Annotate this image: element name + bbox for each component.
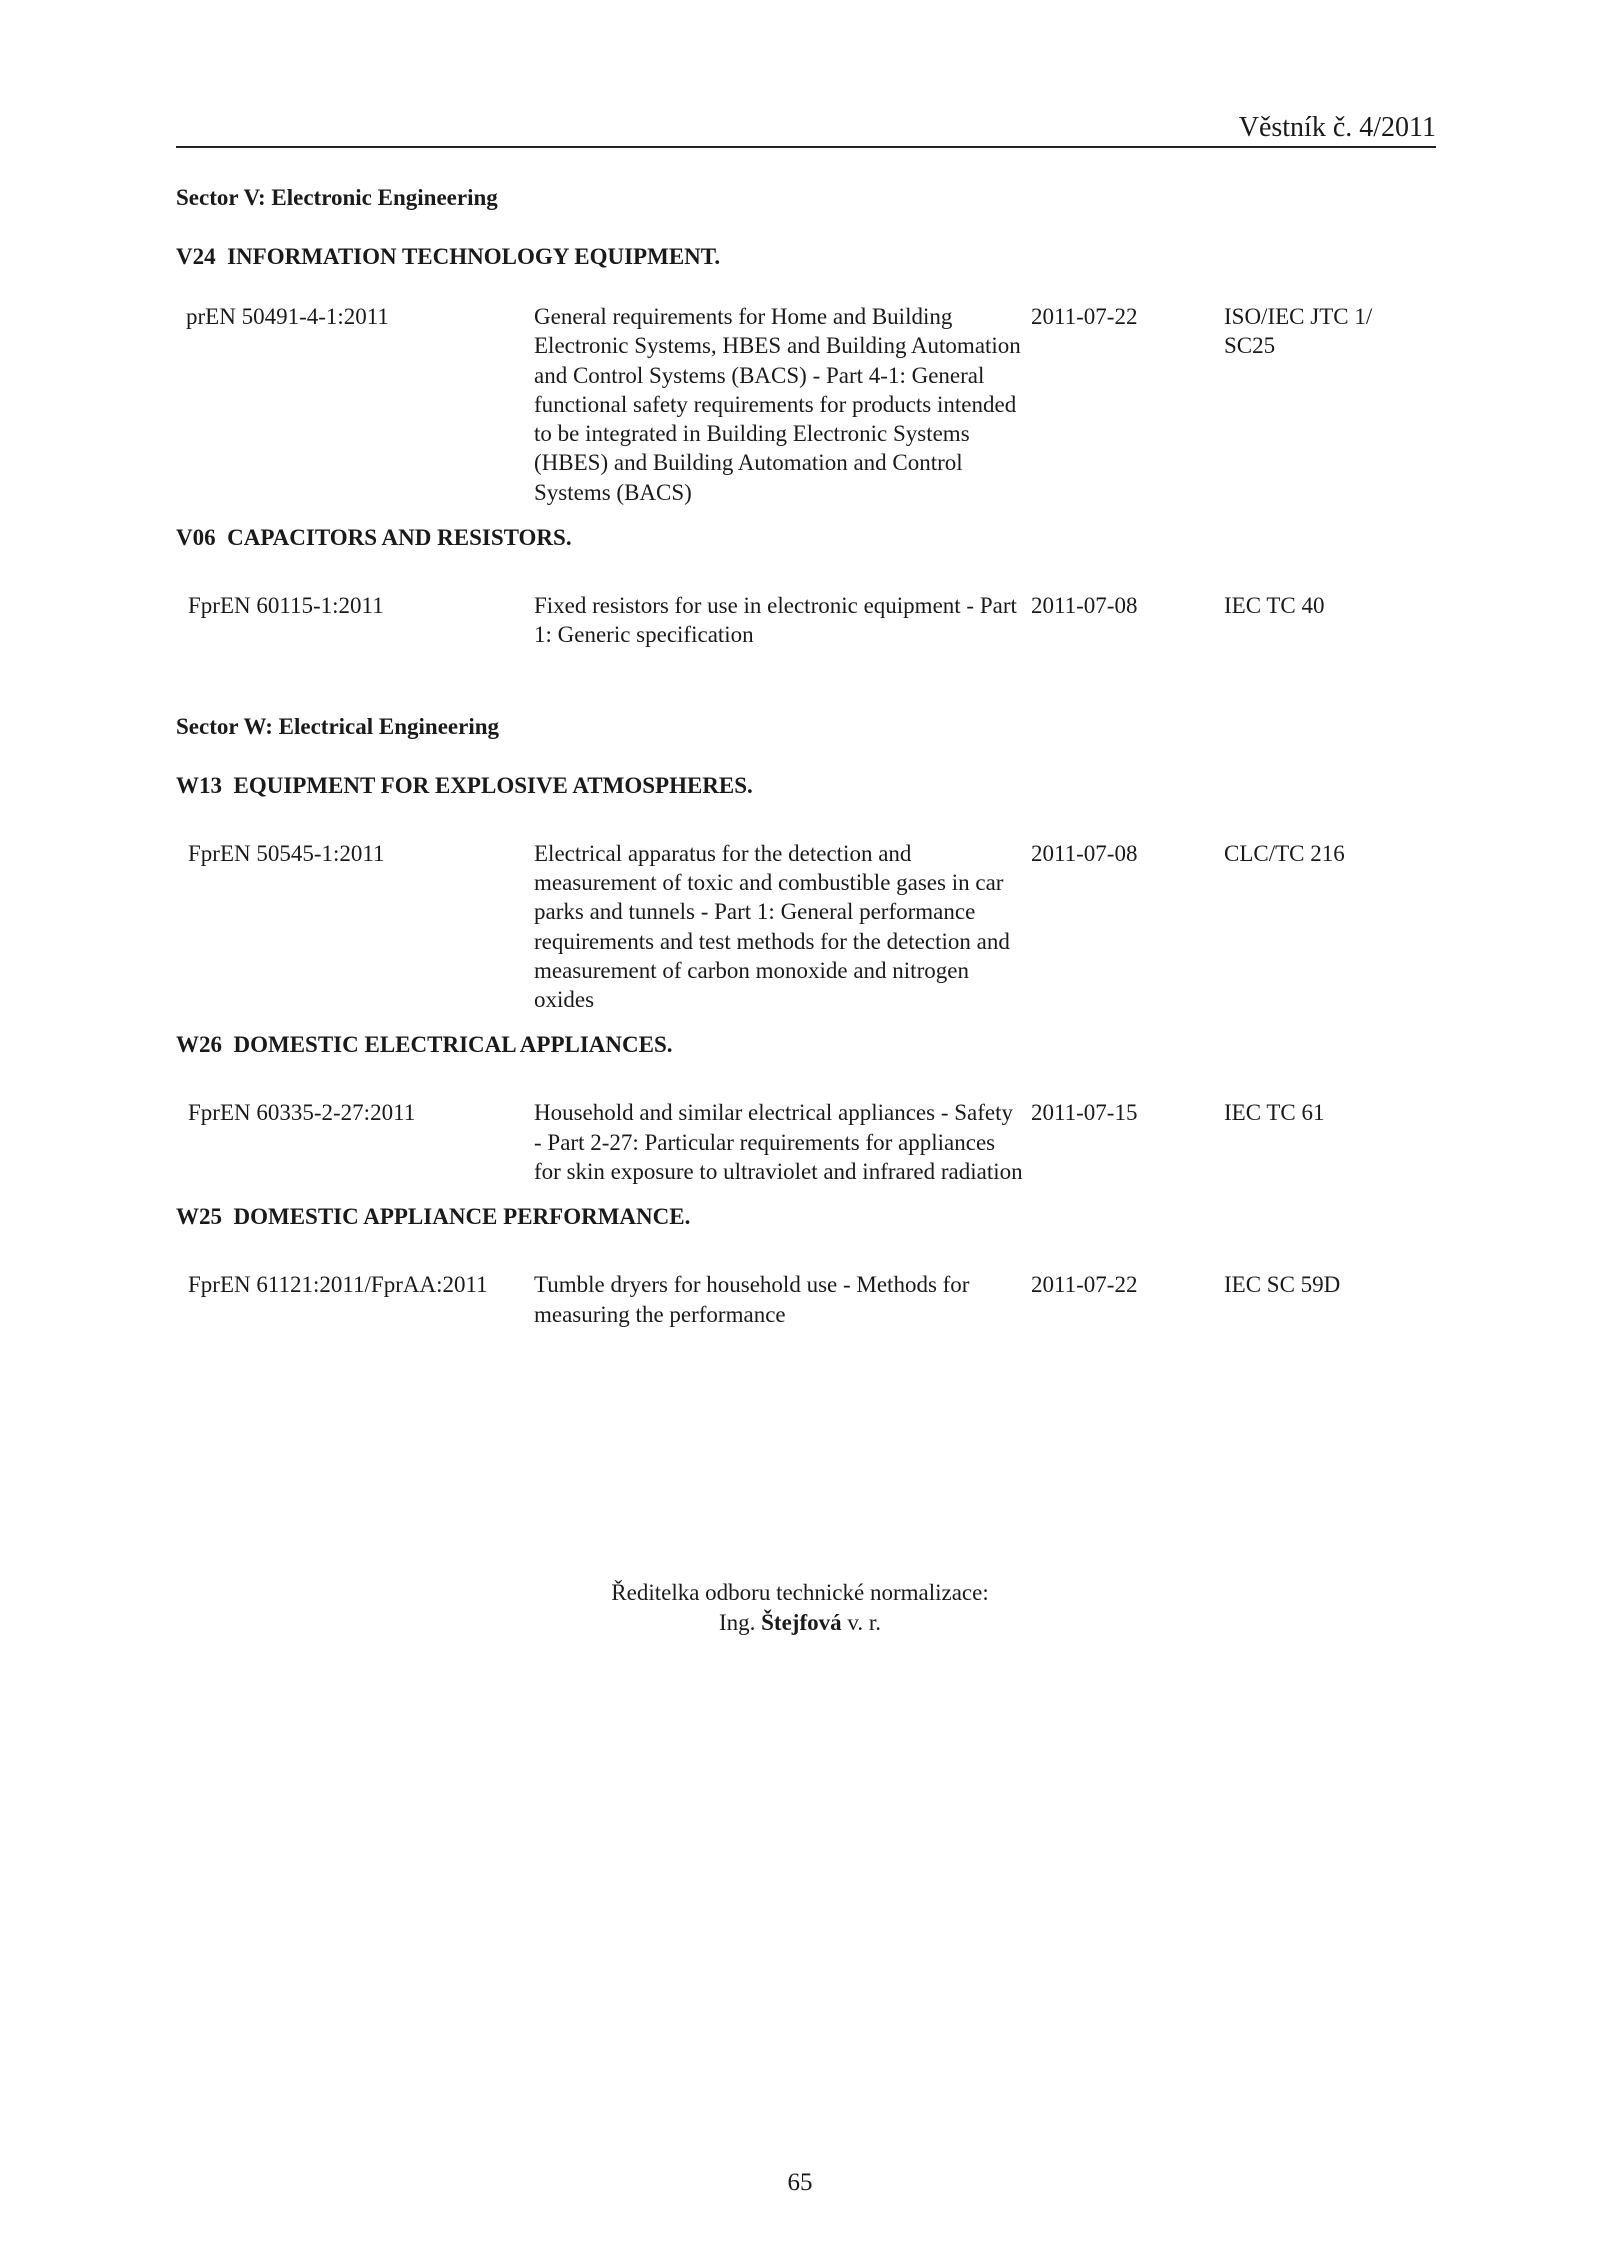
signature-suffix: v. r. bbox=[841, 1610, 882, 1635]
standard-entry bbox=[176, 839, 1436, 1015]
standard-date: 2011-07-15 bbox=[1031, 1100, 1138, 1126]
page-header bbox=[176, 110, 1436, 148]
group-heading: W26 DOMESTIC ELECTRICAL APPLIANCES. bbox=[176, 1032, 673, 1058]
standard-date: 2011-07-08 bbox=[1031, 593, 1138, 619]
standard-code: FprEN 60335-2-27:2011 bbox=[188, 1100, 416, 1126]
standard-title: Electrical apparatus for the detection and measurement of toxic and combustible gases in car parks and tunnels - Part 1: General performance requirements and test methods for the detection and measurement of carbon monoxide and nitrogen oxides bbox=[534, 840, 1010, 1013]
standard-committee: IEC TC 40 bbox=[1224, 593, 1325, 619]
group-heading: W13 EQUIPMENT FOR EXPLOSIVE ATMOSPHERES. bbox=[176, 772, 753, 798]
journal-issue-title: Věstník č. 4/2011 bbox=[1238, 112, 1436, 143]
standard-date: 2011-07-22 bbox=[1031, 1272, 1138, 1298]
group-heading: W25 DOMESTIC APPLIANCE PERFORMANCE. bbox=[176, 1204, 691, 1230]
standard-title: General requirements for Home and Building Electronic Systems, HBES and Building Automation and Control Systems (BACS) - Part 4-1: General functional safety requirements for products intended to be integrated in Building Electronic Systems (HBES) and Building Automation and Control Systems (BACS) bbox=[534, 304, 1021, 505]
standard-committee: IEC SC 59D bbox=[1224, 1272, 1341, 1298]
standard-committee: CLC/TC 216 bbox=[1224, 840, 1345, 866]
group-heading: V24 INFORMATION TECHNOLOGY EQUIPMENT. bbox=[176, 244, 721, 269]
standard-committee: ISO/IEC JTC 1/ SC25 bbox=[1224, 304, 1373, 359]
signature-prefix: Ing. bbox=[718, 1610, 762, 1635]
page-number: 65 bbox=[787, 2169, 813, 2196]
group-heading: V06 CAPACITORS AND RESISTORS. bbox=[176, 525, 572, 551]
standard-title: Household and similar electrical appliances - Safety - Part 2-27: Particular requirements for appliances for skin exposure to ultraviolet and infrared radiation bbox=[534, 1100, 1023, 1185]
sector-heading: Sector V: Electronic Engineering bbox=[176, 185, 498, 210]
standards-list bbox=[176, 183, 1436, 1329]
standard-entry bbox=[176, 1098, 1436, 1186]
standard-entry bbox=[176, 591, 1436, 650]
standard-committee: IEC TC 61 bbox=[1224, 1100, 1325, 1126]
signature-block bbox=[0, 1578, 1600, 1638]
standard-title: Fixed resistors for use in electronic equipment - Part 1: Generic specification bbox=[534, 593, 1017, 648]
standard-code: prEN 50491-4-1:2011 bbox=[186, 304, 389, 329]
standard-entry bbox=[176, 302, 1436, 507]
standard-date: 2011-07-08 bbox=[1031, 840, 1138, 866]
standard-date: 2011-07-22 bbox=[1031, 304, 1138, 329]
standard-title: Tumble dryers for household use - Methods for measuring the performance bbox=[534, 1272, 970, 1327]
standard-code: FprEN 50545-1:2011 bbox=[188, 840, 385, 866]
standard-code: FprEN 61121:2011/FprAA:2011 bbox=[188, 1272, 488, 1298]
standard-code: FprEN 60115-1:2011 bbox=[188, 593, 384, 619]
signature-role: Ředitelka odboru technické normalizace: bbox=[611, 1580, 989, 1605]
sector-heading: Sector W: Electrical Engineering bbox=[176, 713, 500, 739]
standard-entry bbox=[176, 1270, 1436, 1329]
signature-name bbox=[0, 1608, 1600, 1638]
signature-surname: Štejfová bbox=[761, 1610, 842, 1635]
